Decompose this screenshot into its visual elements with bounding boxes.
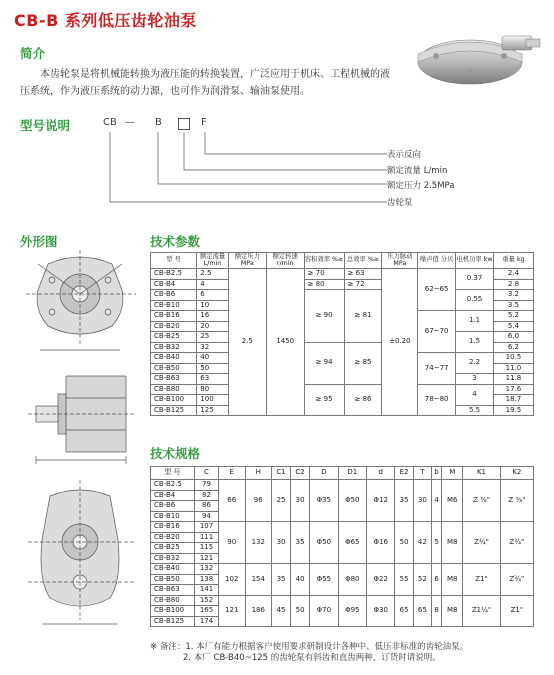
dim-m: M8 bbox=[442, 522, 463, 564]
param-vol-eff: ≥ 95 bbox=[304, 384, 344, 416]
param-power: 3 bbox=[456, 374, 494, 385]
dim-model: CB-B4 bbox=[151, 490, 195, 501]
param-weight: 3.5 bbox=[493, 300, 533, 311]
dim-model: CB-B80 bbox=[151, 595, 195, 606]
dim-model: CB-B2.5 bbox=[151, 480, 195, 491]
dims-header-model: 型 号 bbox=[151, 467, 195, 480]
params-header-flow: 额定流量 L/min bbox=[197, 253, 229, 269]
dim-c2: 50 bbox=[291, 595, 310, 627]
dim-model: CB-B16 bbox=[151, 522, 195, 533]
dim-h: 132 bbox=[245, 522, 272, 564]
param-power: 5.5 bbox=[456, 405, 494, 416]
dim-model: CB-B125 bbox=[151, 616, 195, 627]
dim-m: M8 bbox=[442, 595, 463, 627]
dim-m: M8 bbox=[442, 564, 463, 596]
model-code-f: F bbox=[201, 117, 207, 128]
dims-header-d1: D1 bbox=[338, 467, 366, 480]
dim-c: 152 bbox=[195, 595, 219, 606]
param-model: CB-B50 bbox=[151, 363, 197, 374]
dim-d1: Φ95 bbox=[338, 595, 366, 627]
model-label-pressure: 额定压力 2.5MPa bbox=[387, 181, 455, 191]
dim-h: 96 bbox=[245, 480, 272, 522]
param-weight: 11.8 bbox=[493, 374, 533, 385]
dim-model: CB-B32 bbox=[151, 553, 195, 564]
dim-d: Φ70 bbox=[310, 595, 338, 627]
table-row bbox=[151, 595, 534, 606]
dim-model: CB-B50 bbox=[151, 574, 195, 585]
param-weight: 10.5 bbox=[493, 353, 533, 364]
dim-c2: 40 bbox=[291, 564, 310, 596]
dim-model: CB-B20 bbox=[151, 532, 195, 543]
dim-c: 121 bbox=[195, 553, 219, 564]
note-line-2: 2. 本厂 CB-B40~125 的齿轮泵有斜齿和直齿两种，订货时请说明。 bbox=[183, 653, 441, 663]
dim-c: 141 bbox=[195, 585, 219, 596]
param-total-eff: ≥ 85 bbox=[344, 342, 382, 384]
table-row bbox=[151, 564, 534, 575]
table-row bbox=[151, 290, 534, 301]
dim-k1: Z ⅜" bbox=[463, 480, 500, 522]
table-row bbox=[151, 522, 534, 533]
dim-d-small: Φ12 bbox=[367, 480, 395, 522]
dim-model: CB-B6 bbox=[151, 501, 195, 512]
model-code-b: B bbox=[155, 117, 162, 128]
param-weight: 6.0 bbox=[493, 332, 533, 343]
param-weight: 5.2 bbox=[493, 311, 533, 322]
param-weight: 11.0 bbox=[493, 363, 533, 374]
param-pressure: 2.5 bbox=[228, 269, 266, 416]
dim-e2: 55 bbox=[395, 564, 413, 596]
param-model: CB-B4 bbox=[151, 279, 197, 290]
param-power: 1.1 bbox=[456, 311, 494, 332]
param-model: CB-B20 bbox=[151, 321, 197, 332]
params-header-noise: 噪声值 分贝 bbox=[418, 253, 456, 269]
dim-c: 111 bbox=[195, 532, 219, 543]
params-header-total-eff: 总效率 %≥ bbox=[344, 253, 382, 269]
dim-c: 174 bbox=[195, 616, 219, 627]
intro-text bbox=[20, 66, 392, 100]
param-flow: 50 bbox=[197, 363, 229, 374]
param-model: CB-B80 bbox=[151, 384, 197, 395]
param-weight: 17.6 bbox=[493, 384, 533, 395]
params-header-pulse: 压力脉动 MPa bbox=[382, 253, 418, 269]
param-model: CB-B125 bbox=[151, 405, 197, 416]
note-line-1: ※ 备注：1. 本厂有能力根据客户使用要求研制设计各种中、低压非标准的齿轮油泵。 bbox=[150, 642, 469, 652]
param-flow: 20 bbox=[197, 321, 229, 332]
params-table bbox=[150, 252, 534, 416]
param-total-eff: ≥ 63 bbox=[344, 269, 382, 280]
dim-c1: 35 bbox=[272, 564, 291, 596]
product-photo bbox=[406, 18, 542, 88]
param-weight: 5.4 bbox=[493, 321, 533, 332]
dims-header-e2: E2 bbox=[395, 467, 413, 480]
param-total-eff: ≥ 86 bbox=[344, 384, 382, 416]
param-weight: 18.7 bbox=[493, 395, 533, 406]
param-total-eff: ≥ 81 bbox=[344, 290, 382, 343]
dim-k1: Z1" bbox=[463, 564, 500, 596]
dim-k2: Z¾" bbox=[500, 564, 533, 596]
param-vol-eff: ≥ 80 bbox=[304, 279, 344, 290]
param-power: 0.37 bbox=[456, 269, 494, 290]
dim-k1: Z¾" bbox=[463, 522, 500, 564]
outline-heading: 外形图 bbox=[20, 234, 58, 249]
dims-header-b: b bbox=[432, 467, 442, 480]
params-header-weight: 重量 kg bbox=[493, 253, 533, 269]
param-model: CB-B40 bbox=[151, 353, 197, 364]
dims-heading: 技术规格 bbox=[150, 446, 201, 461]
intro-paragraph: 本齿轮泵是将机械能转换为液压能的转换装置，广泛应用于机床、工程机械的液压系统，作为液压系统的动力源，也可作为润滑泵、输油泵使用。 bbox=[20, 69, 390, 97]
param-model: CB-B100 bbox=[151, 395, 197, 406]
dim-h: 154 bbox=[245, 564, 272, 596]
dim-h: 186 bbox=[245, 595, 272, 627]
param-vol-eff: ≥ 94 bbox=[304, 342, 344, 384]
dim-c: 86 bbox=[195, 501, 219, 512]
dim-d: Φ50 bbox=[310, 522, 338, 564]
dim-k2: Z¾" bbox=[500, 522, 533, 564]
dim-e: 66 bbox=[219, 480, 246, 522]
dims-header-c2: C2 bbox=[291, 467, 310, 480]
dim-d1: Φ80 bbox=[338, 564, 366, 596]
param-weight: 3.2 bbox=[493, 290, 533, 301]
params-header-row bbox=[151, 253, 534, 269]
dims-header-d-small: d bbox=[367, 467, 395, 480]
param-weight: 19.5 bbox=[493, 405, 533, 416]
param-noise: 67~70 bbox=[418, 311, 456, 353]
params-header-power: 电机功率 kw bbox=[456, 253, 494, 269]
dims-table bbox=[150, 466, 534, 627]
param-model: CB-B10 bbox=[151, 300, 197, 311]
dims-header-c: C bbox=[195, 467, 219, 480]
dims-header-k1: K1 bbox=[463, 467, 500, 480]
dim-b: 4 bbox=[432, 480, 442, 522]
notes bbox=[150, 642, 468, 664]
param-weight: 6.2 bbox=[493, 342, 533, 353]
outline-drawing-side bbox=[18, 368, 144, 468]
outline-drawing-front bbox=[18, 250, 144, 360]
dim-d: Φ55 bbox=[310, 564, 338, 596]
dims-header-e: E bbox=[219, 467, 246, 480]
dim-d-small: Φ22 bbox=[367, 564, 395, 596]
param-flow: 100 bbox=[197, 395, 229, 406]
param-model: CB-B25 bbox=[151, 332, 197, 343]
param-weight: 2.8 bbox=[493, 279, 533, 290]
dim-m: M6 bbox=[442, 480, 463, 522]
param-flow: 2.5 bbox=[197, 269, 229, 280]
dim-c: 115 bbox=[195, 543, 219, 554]
dim-c1: 45 bbox=[272, 595, 291, 627]
param-flow: 63 bbox=[197, 374, 229, 385]
dim-e2: 65 bbox=[395, 595, 413, 627]
table-row bbox=[151, 269, 534, 280]
dims-header-row bbox=[151, 467, 534, 480]
model-label-reverse: 表示反向 bbox=[387, 150, 422, 160]
dim-d-small: Φ30 bbox=[367, 595, 395, 627]
params-heading: 技术参数 bbox=[150, 234, 201, 249]
dim-c1: 25 bbox=[272, 480, 291, 522]
param-pulse: ±0.20 bbox=[382, 269, 418, 416]
dim-k2: Z1" bbox=[500, 595, 533, 627]
dims-header-t: T bbox=[413, 467, 431, 480]
param-vol-eff: ≥ 90 bbox=[304, 290, 344, 343]
param-noise: 62~65 bbox=[418, 269, 456, 311]
dim-k1: Z1¼" bbox=[463, 595, 500, 627]
param-flow: 125 bbox=[197, 405, 229, 416]
dim-d: Φ35 bbox=[310, 480, 338, 522]
dim-b: 6 bbox=[432, 564, 442, 596]
dim-model: CB-B100 bbox=[151, 606, 195, 617]
param-flow: 16 bbox=[197, 311, 229, 322]
dim-c: 79 bbox=[195, 480, 219, 491]
dim-t: 42 bbox=[413, 522, 431, 564]
param-power: 4 bbox=[456, 384, 494, 405]
dim-d1: Φ65 bbox=[338, 522, 366, 564]
dim-e: 102 bbox=[219, 564, 246, 596]
dim-b: 5 bbox=[432, 522, 442, 564]
params-header-vol-eff: 容积效率 %≥ bbox=[304, 253, 344, 269]
dim-model: CB-B10 bbox=[151, 511, 195, 522]
dim-model: CB-B63 bbox=[151, 585, 195, 596]
dim-c: 138 bbox=[195, 574, 219, 585]
dim-t: 52 bbox=[413, 564, 431, 596]
params-header-pressure: 额定压力 MPa bbox=[228, 253, 266, 269]
param-weight: 2.4 bbox=[493, 269, 533, 280]
dim-c1: 30 bbox=[272, 522, 291, 564]
dims-header-d: D bbox=[310, 467, 338, 480]
model-code-leaders bbox=[100, 128, 390, 208]
params-header-model: 型 号 bbox=[151, 253, 197, 269]
dims-header-h: H bbox=[245, 467, 272, 480]
dims-header-c1: C1 bbox=[272, 467, 291, 480]
param-power: 1.5 bbox=[456, 332, 494, 353]
dim-e2: 35 bbox=[395, 480, 413, 522]
page-title: CB-B 系列低压齿轮油泵 bbox=[14, 11, 197, 30]
outline-drawing-bottom bbox=[18, 480, 144, 630]
table-row bbox=[151, 480, 534, 491]
dim-c: 165 bbox=[195, 606, 219, 617]
dim-c2: 30 bbox=[291, 480, 310, 522]
dim-c: 94 bbox=[195, 511, 219, 522]
dim-d-small: Φ16 bbox=[367, 522, 395, 564]
model-heading: 型号说明 bbox=[20, 118, 71, 133]
params-header-speed: 额定转速 r/min bbox=[266, 253, 304, 269]
param-power: 2.2 bbox=[456, 353, 494, 374]
param-flow: 32 bbox=[197, 342, 229, 353]
param-vol-eff: ≥ 70 bbox=[304, 269, 344, 280]
dims-header-m: M bbox=[442, 467, 463, 480]
dim-d1: Φ50 bbox=[338, 480, 366, 522]
dim-c: 82 bbox=[195, 490, 219, 501]
model-code-cb: CB bbox=[103, 117, 117, 128]
param-flow: 10 bbox=[197, 300, 229, 311]
param-total-eff: ≥ 72 bbox=[344, 279, 382, 290]
dim-b: 8 bbox=[432, 595, 442, 627]
dim-model: CB-B25 bbox=[151, 543, 195, 554]
dim-t: 30 bbox=[413, 480, 431, 522]
param-noise: 74~77 bbox=[418, 353, 456, 385]
param-flow: 6 bbox=[197, 290, 229, 301]
dim-e: 121 bbox=[219, 595, 246, 627]
param-model: CB-B16 bbox=[151, 311, 197, 322]
param-model: CB-B2.5 bbox=[151, 269, 197, 280]
dim-c2: 35 bbox=[291, 522, 310, 564]
dim-c: 132 bbox=[195, 564, 219, 575]
param-model: CB-B32 bbox=[151, 342, 197, 353]
param-flow: 4 bbox=[197, 279, 229, 290]
param-power: 0.55 bbox=[456, 290, 494, 311]
param-speed: 1450 bbox=[266, 269, 304, 416]
table-row bbox=[151, 384, 534, 395]
param-flow: 40 bbox=[197, 353, 229, 364]
dim-e: 90 bbox=[219, 522, 246, 564]
intro-heading: 简介 bbox=[20, 46, 46, 61]
model-code-dash: — bbox=[125, 117, 135, 128]
param-flow: 25 bbox=[197, 332, 229, 343]
model-label-pump: 齿轮泵 bbox=[387, 198, 413, 208]
dims-header-k2: K2 bbox=[500, 467, 533, 480]
param-model: CB-B6 bbox=[151, 290, 197, 301]
dim-model: CB-B40 bbox=[151, 564, 195, 575]
dim-e2: 50 bbox=[395, 522, 413, 564]
model-label-flow: 额定流量 L/min bbox=[387, 166, 448, 176]
param-model: CB-B63 bbox=[151, 374, 197, 385]
param-noise: 78~80 bbox=[418, 384, 456, 416]
dim-k2: Z ⅜" bbox=[500, 480, 533, 522]
param-flow: 80 bbox=[197, 384, 229, 395]
dim-t: 65 bbox=[413, 595, 431, 627]
dim-c: 107 bbox=[195, 522, 219, 533]
